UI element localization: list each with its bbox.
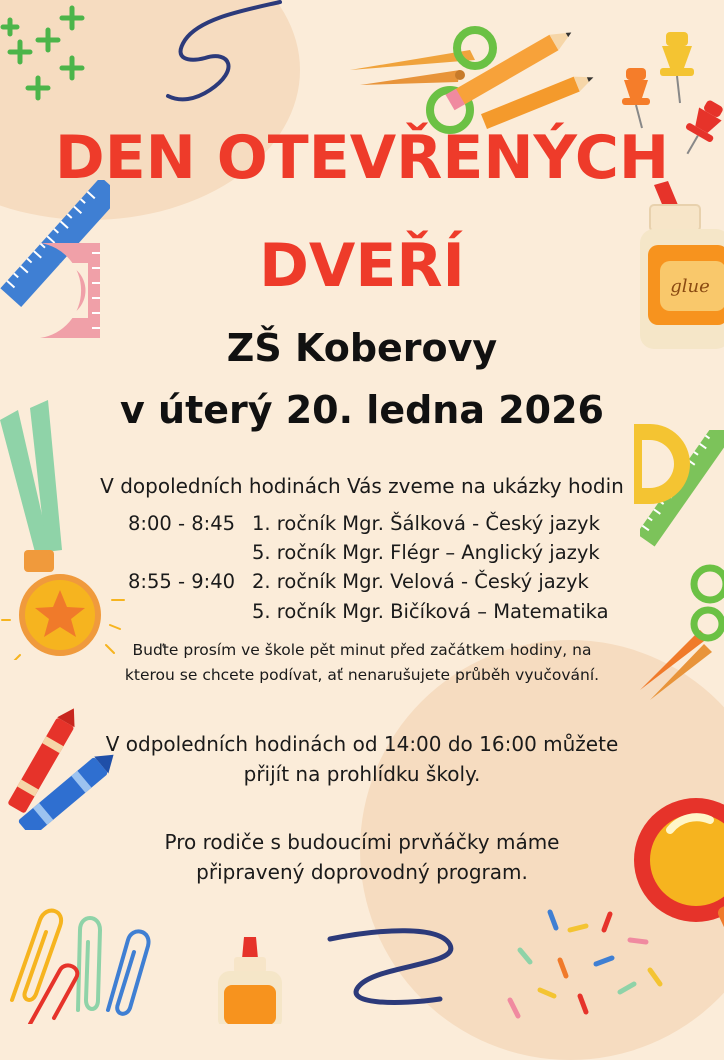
title-line-2: DVEŘÍ <box>259 231 465 301</box>
afternoon-line-1: V odpoledních hodinách od 14:00 do 16:00 můžete <box>105 732 619 756</box>
arrival-note-line-1: Buďte prosím ve škole pět minut před začátkem hodiny, na <box>132 641 592 659</box>
parents-line-1: Pro rodiče s budoucími prvňáčky máme <box>164 830 560 854</box>
schedule-time: 8:00 - 8:45 <box>128 512 236 535</box>
schedule-lesson: 5. ročník Mgr. Bičíková – Matematika <box>252 600 609 623</box>
parents-line-2: připravený doprovodný program. <box>196 860 528 884</box>
schedule-lesson: 1. ročník Mgr. Šálková - Český jazyk <box>252 512 600 535</box>
event-date: v úterý 20. ledna 2026 <box>120 388 604 432</box>
afternoon-line-2: přijít na prohlídku školy. <box>243 762 481 786</box>
schedule-lesson: 5. ročník Mgr. Flégr – Anglický jazyk <box>252 541 600 564</box>
title-line-1: DEN OTEVŘENÝCH <box>54 123 670 193</box>
morning-intro: V dopoledních hodinách Vás zveme na ukázky hodin <box>100 474 624 498</box>
arrival-note-line-2: kterou se chcete podívat, ať nenarušujete průběh vyučování. <box>124 666 600 684</box>
schedule-time: 8:55 - 9:40 <box>128 570 236 593</box>
glue-label: glue <box>670 276 710 297</box>
schedule-lesson: 2. ročník Mgr. Velová - Český jazyk <box>252 570 589 593</box>
school-name: ZŠ Koberovy <box>226 326 498 370</box>
